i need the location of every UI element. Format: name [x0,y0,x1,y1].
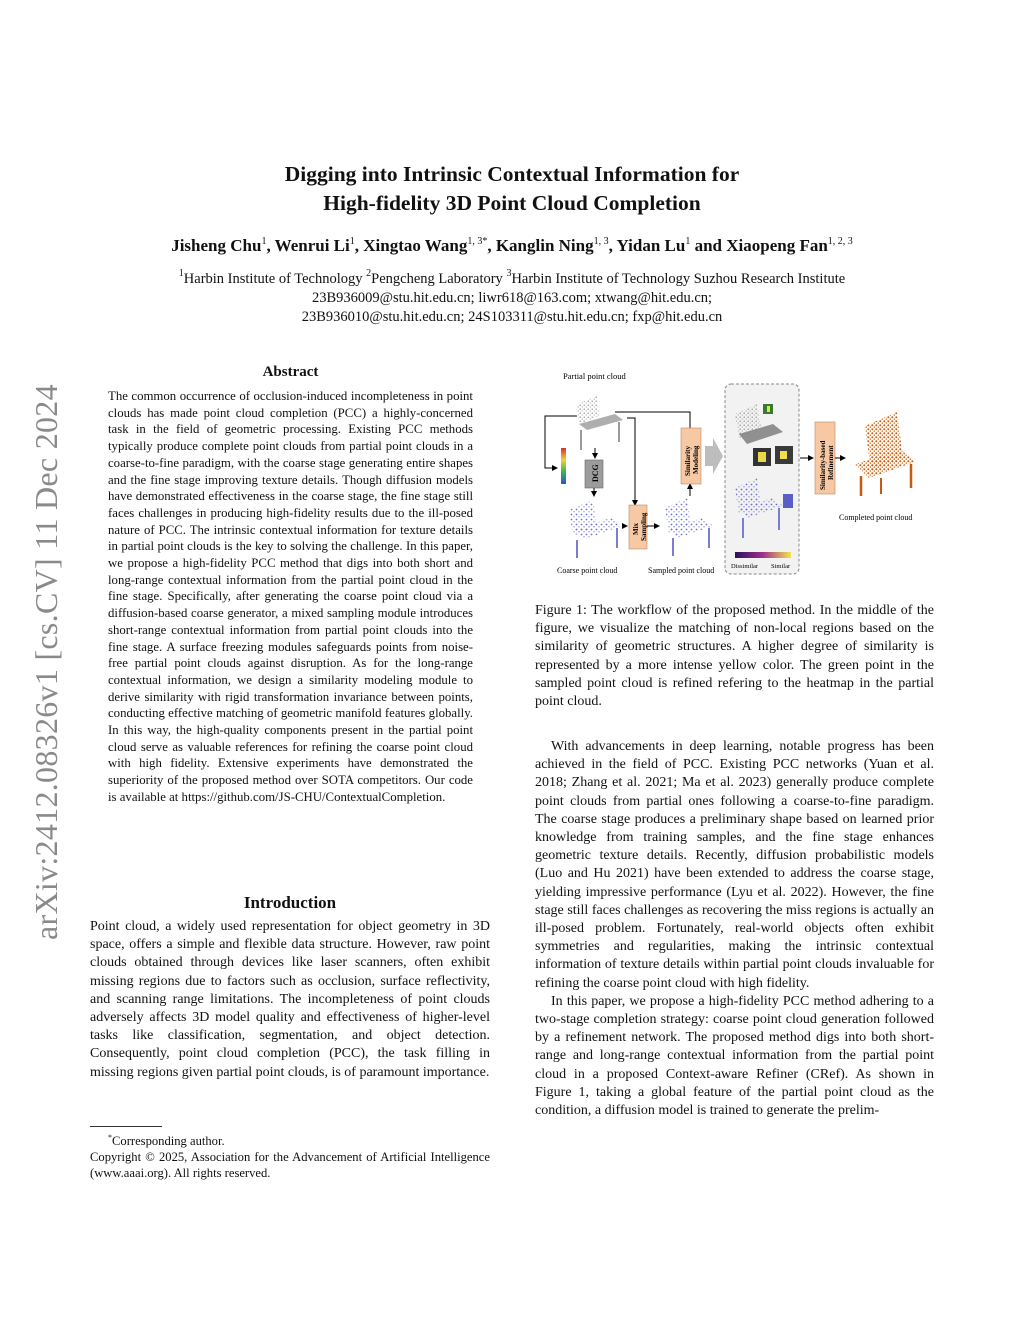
paragraph: In this paper, we propose a high-fidelity PCC method adhering to a two-stage completion strategy: coarse point cloud generation followed by a refinement network. The proposed method digs into both short-range and long-range contextual information from the partial point cloud in a proposed Context-aware Refiner (CRef). As shown in Figure 1, taking a global feature of the partial point cloud as the condition, a diffusion model is trained to generate the prelim- [535,993,934,1119]
dcg-label: DCG [591,464,600,482]
paragraph: With advancements in deep learning, notable progress has been achieved in the field of PCC. Existing PCC networks (Yuan et al. 2018; Zhang et al. 2021; Ma et al. 2023) generally produce complete point clouds from partial ones following a coarse-to-fine paradigm. The coarse stage produces a preliminary shape based on learned prior knowledge from training samples, and the fine stage enhances geometric texture details. Recently, diffusion probabilistic models (Luo and Hu 2021) have been extended to address the coarse stage, yielding impressive performance (Lyu et al. 2022). However, the fine stage still faces challenges as recovering the miss regions is actually an ill-posed problem. Fortunately, real-world objects often exhibit symmetries and regularities, making the intrinsic contextual information of texture details within partial point clouds invaluable for refining the coarse point cloud with high fidelity. [535,739,934,991]
mix-label: Mix [632,522,640,535]
title-line-1: Digging into Intrinsic Contextual Information for [284,162,740,186]
sampled-chair-image [665,498,713,556]
affiliations [0,264,1024,327]
partial-cloud-label: Partial point cloud [563,371,626,381]
similarity-label: Similarity [684,446,692,476]
workflow-figure [535,368,935,588]
figure-caption: Figure 1: The workflow of the proposed method. In the middle of the figure, we visualize the matching of non-local regions based on the similarity of geometric structures. A higher degree of similarity is represented by a more intense yellow color. The green point in the sampled point cloud is refined refering to the heatmap in the partial point cloud. [535,603,934,710]
author-sup: 1 [261,236,267,247]
flow-arrow [705,438,723,474]
author-name: Xiaopeng Fan [726,236,828,255]
sampled-cloud-label: Sampled point cloud [648,566,715,575]
refinement-label-1: Similarity-based [819,440,827,490]
arxiv-stamp: arXiv:2412.08326v1 [cs.CV] 11 Dec 2024 [28,384,64,940]
affiliation-1: Harbin Institute of Technology [183,271,363,287]
sampling-label: Sampling [640,512,648,541]
modeling-label: Modeling [692,445,700,474]
footnote [90,1130,490,1181]
author-sup: 1, 3 [593,236,609,247]
email-line-1: 23B936009@stu.hit.edu.cn; liwr618@163.com; xtwang@hit.edu.cn; [311,290,713,306]
author-sup: 1, 2, 3 [827,236,853,247]
affil-sup: 1 [178,268,184,279]
footnote-corresponding [90,1130,490,1149]
coarse-cloud-label: Coarse point cloud [557,566,618,575]
footnote-copyright: Copyright © 2025, Association for the Advancement of Artificial Intelligence (www.aaai.org). All rights reserved. [90,1150,490,1181]
dissimilar-label: Dissimilar [731,563,759,570]
completed-chair-image [855,412,915,496]
footnote-divider [90,1126,162,1127]
similarity-colorbar [735,552,791,558]
noise-color-bar [561,448,566,484]
author-name: Wenrui Li [274,236,350,255]
title-line-2: High-fidelity 3D Point Cloud Completion [323,191,701,215]
author-name: Yidan Lu [616,236,686,255]
introduction-heading: Introduction [243,893,337,912]
coarse-chair-image [569,500,621,558]
partial-chair-image [577,396,623,450]
affiliation-2: Pengcheng Laboratory [371,271,503,287]
affil-sup: 3 [506,268,512,279]
right-column-text [535,738,934,1120]
author-sup: 1 [349,236,355,247]
footnote-mark: * [108,1133,112,1142]
abstract-heading: Abstract [262,364,319,380]
affil-sup: 2 [366,268,372,279]
similar-label: Similar [771,563,791,570]
author-sup: 1 [685,236,691,247]
author-name: Jisheng Chu [171,236,262,255]
similarity-visualization-panel [725,384,799,574]
paper-title [0,160,1024,218]
refinement-label-2: Refinement [827,445,835,480]
email-line-2: 23B936010@stu.hit.edu.cn; 24S103311@stu.hit.edu.cn; fxp@hit.edu.cn [301,309,723,325]
completed-cloud-label: Completed point cloud [839,513,913,522]
author-list: Jisheng Chu$^1$, Wenrui Li$^1$, Xingtao Wang$^{1, 3*}$, Kanglin Ning$^{1, 3}$, Yidan Lu$^1$ and Xiaopeng Fan$^{1, 2, 3}$ [171,236,853,255]
author-name: Xingtao Wang [363,236,468,255]
footnote-corresponding-text: Corresponding author. [112,1134,225,1149]
affiliation-line [0,264,1024,289]
affiliation-3: Harbin Institute of Technology Suzhou Research Institute [511,271,846,287]
author-name: Kanglin Ning [495,236,594,255]
author-sup: 1, 3* [467,236,488,247]
introduction-text: Point cloud, a widely used representation for object geometry in 3D space, offers a simple and flexible data structure. However, raw point clouds obtained through devices like laser scanners, often exhibit missing regions due to factors such as occlusion, surface reflectivity, and scanning range limitations. The incompleteness of point clouds adversely affects 3D model quality and effectiveness of higher-level tasks like classification, segmentation, and object detection. Consequently, point cloud completion (PCC), the task filling in missing regions given partial point clouds, is of paramount importance. [90,919,490,1080]
abstract-text: The common occurrence of occlusion-induced incompleteness in point clouds has made point cloud completion (PCC) a highly-concerned task in the field of geometric processing. Existing PCC methods typically produce complete point clouds from partial point clouds in a coarse-to-fine paradigm, with the coarse stage generating entire shapes and the fine stage improving texture details. Though diffusion models have demonstrated effectiveness in the coarse stage, the fine stage still faces challenges in producing high-fidelity results due to the ill-posed nature of PCC. The intrinsic contextual information for texture details in partial point clouds is the key to solving the challenge. In this paper, we propose a high-fidelity PCC method that digs into both short and long-range contextual information from the partial point cloud in the fine stage. Specifically, after generating the coarse point cloud via a diffusion-based coarse generator, a mixed sampling module introduces short-range contextual information from partial point clouds into the fine stage. A surface freezing modules safeguards points from noise-free partial point clouds against disruption. As for the long-range contextual information, we design a similarity modeling module to derive similarity with rigid transformation invariance between points, conducting effective matching of geometric manifold features globally. In this way, the high-quality components present in the partial point cloud serve as valuable references for refining the coarse point cloud with high fidelity. Extensive experiments have demonstrated the superiority of the proposed method over SOTA competitors. Our code is available at https://github.com/JS-CHU/ContextualCompletion. [108,389,473,804]
